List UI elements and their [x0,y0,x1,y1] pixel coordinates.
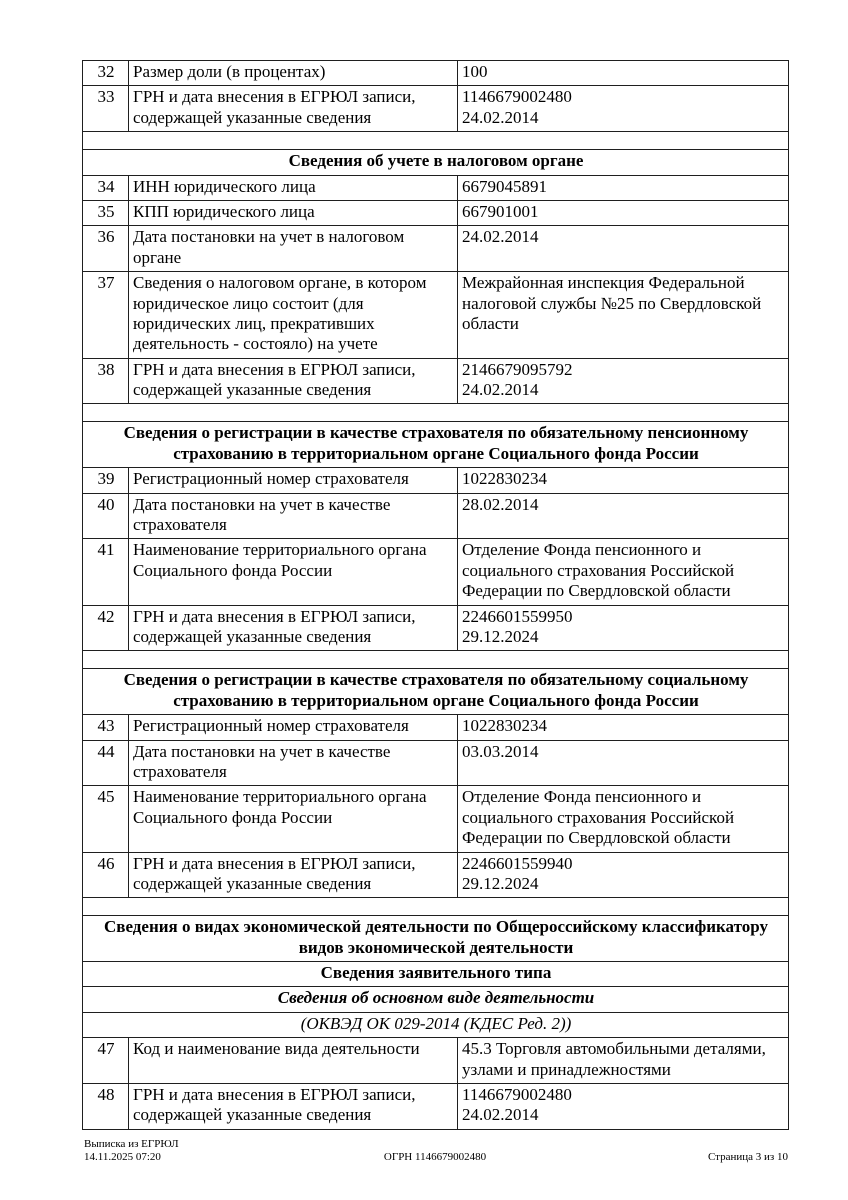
spacer-cell [83,898,789,916]
row-value-line: 2246601559950 [462,606,573,626]
row-number: 43 [83,715,129,740]
footer-datetime: 14.11.2025 07:20 [84,1150,161,1163]
row-value [458,715,789,740]
row-value [458,86,789,132]
row-label: ГРН и дата внесения в ЕГРЮЛ записи, содержащей указанные сведения [129,852,458,898]
section-header: Сведения об основном виде деятельности [83,987,789,1012]
table-row [83,468,789,493]
row-value [458,226,789,272]
row-label: ГРН и дата внесения в ЕГРЮЛ записи, содержащей указанные сведения [129,1084,458,1130]
row-number: 45 [83,786,129,852]
row-value [458,1084,789,1130]
spacer-cell [83,651,789,669]
row-value [458,740,789,786]
table-row [83,61,789,86]
row-value-line: 29.12.2024 [462,873,539,893]
row-label: ГРН и дата внесения в ЕГРЮЛ записи, содержащей указанные сведения [129,86,458,132]
row-value-line: Межрайонная инспекция Федеральной налоговой службы №25 по Свердловской области [462,273,762,333]
row-value-line: 03.03.2014 [462,741,539,761]
spacer-row [83,132,789,150]
section-header-row [83,422,789,468]
footer [82,1138,788,1168]
row-number: 41 [83,539,129,605]
row-value-line: 100 [462,62,488,81]
row-number: 35 [83,200,129,225]
section-header-row [83,150,789,175]
row-value-line: 24.02.2014 [462,227,539,247]
section-header: Сведения о регистрации в качестве страхователя по обязательному социальному страхованию в территориальном органе Социального фонда России [83,669,789,715]
row-value [458,468,789,493]
row-value [458,493,789,539]
spacer-cell [83,132,789,150]
table-row [83,358,789,404]
footer-page-indicator: Страница 3 из 10 [707,1150,788,1163]
row-label: Наименование территориального органа Социального фонда России [129,539,458,605]
row-value-line: 24.02.2014 [462,380,539,400]
row-number: 42 [83,605,129,651]
row-label: ГРН и дата внесения в ЕГРЮЛ записи, содержащей указанные сведения [129,358,458,404]
row-label: Дата постановки на учет в качестве страхователя [129,740,458,786]
section-header: Сведения о видах экономической деятельности по Общероссийскому классификатору видов экономической деятельности [83,916,789,962]
row-number: 33 [83,86,129,132]
spacer-cell [83,404,789,422]
row-label: Дата постановки на учет в качестве страхователя [129,493,458,539]
row-value [458,272,789,359]
egrul-table [82,60,789,1130]
egrul-table-body [83,61,789,1130]
section-header-row [83,669,789,715]
table-row [83,1084,789,1130]
row-value [458,61,789,86]
row-number: 36 [83,226,129,272]
row-number: 34 [83,175,129,200]
row-value-line: Отделение Фонда пенсионного и социального страхования Российской Федерации по Свердловской области [462,540,735,601]
row-value-line: 28.02.2014 [462,494,539,514]
footer-ogrn: ОГРН 1146679002480 [383,1150,487,1163]
row-value [458,539,789,605]
section-header: Сведения о регистрации в качестве страхователя по обязательному пенсионному страхованию в территориальном органе Социального фонда России [83,422,789,468]
row-label: Наименование территориального органа Социального фонда России [129,786,458,852]
row-value [458,200,789,225]
section-header-row [83,962,789,987]
section-header: Сведения об учете в налоговом органе [83,150,789,175]
spacer-row [83,651,789,669]
row-number: 46 [83,852,129,898]
row-label: Размер доли (в процентах) [129,61,458,86]
row-value-line: 2146679095792 [462,359,573,379]
table-row [83,715,789,740]
row-value-line: 1022830234 [462,716,547,736]
section-header-row [83,916,789,962]
row-value [458,358,789,404]
section-header-row [83,987,789,1012]
table-row [83,852,789,898]
row-value-line: 1146679002480 [462,1085,572,1105]
row-value-line: 45.3 Торговля автомобильными деталями, узлами и принадлежностями [462,1039,766,1079]
table-row [83,1038,789,1084]
row-value-line: 29.12.2024 [462,626,539,646]
spacer-row [83,898,789,916]
row-value-line: Отделение Фонда пенсионного и социального страхования Российской Федерации по Свердловской области [462,787,735,848]
table-row [83,605,789,651]
row-label: Регистрационный номер страхователя [129,715,458,740]
row-number: 37 [83,272,129,359]
spacer-row [83,404,789,422]
table-row [83,740,789,786]
row-number: 48 [83,1084,129,1130]
table-row [83,200,789,225]
footer-doc-type: Выписка из ЕГРЮЛ [84,1138,179,1150]
section-header: Сведения заявительного типа [83,962,789,987]
row-value [458,1038,789,1084]
row-value [458,786,789,852]
row-number: 40 [83,493,129,539]
table-row [83,86,789,132]
row-value [458,605,789,651]
row-number: 32 [83,61,129,86]
row-label: ИНН юридического лица [129,175,458,200]
section-header-row [83,1012,789,1037]
row-value-line: 2246601559940 [462,853,573,873]
table-row [83,493,789,539]
section-header: (ОКВЭД ОК 029-2014 (КДЕС Ред. 2)) [83,1012,789,1037]
row-label: КПП юридического лица [129,200,458,225]
row-value-line: 6679045891 [462,176,547,196]
row-number: 47 [83,1038,129,1084]
row-number: 44 [83,740,129,786]
row-label: Регистрационный номер страхователя [129,468,458,493]
row-value-line: 24.02.2014 [462,107,539,127]
row-value [458,852,789,898]
table-row [83,786,789,852]
row-label: Сведения о налоговом органе, в котором юридическое лицо состоит (для юридических лиц, прекративших деятельность - состояло) на учете [129,272,458,359]
row-label: ГРН и дата внесения в ЕГРЮЛ записи, содержащей указанные сведения [129,605,458,651]
row-value-line: 1146679002480 [462,87,572,107]
row-label: Код и наименование вида деятельности [129,1038,458,1084]
row-value [458,175,789,200]
row-label: Дата постановки на учет в налоговом органе [129,226,458,272]
table-row [83,272,789,359]
table-row [83,175,789,200]
table-row [83,226,789,272]
row-value-line: 24.02.2014 [462,1105,539,1125]
row-value-line: 1022830234 [462,469,547,489]
table-row [83,539,789,605]
row-value-line: 667901001 [462,201,539,221]
row-number: 39 [83,468,129,493]
row-number: 38 [83,358,129,404]
